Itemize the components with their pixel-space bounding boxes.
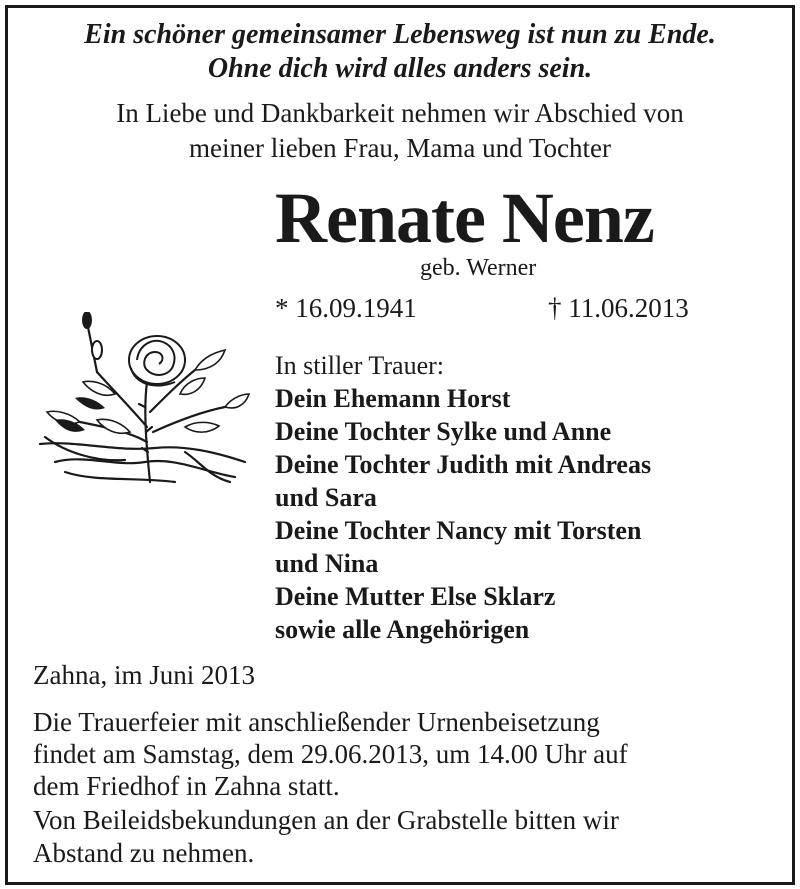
motto-line-1: Ein schöner gemeinsamer Lebensweg ist nun zu Ende. xyxy=(84,19,716,50)
place-date: Zahna, im Juni 2013 xyxy=(33,660,255,690)
mourner-line: und Nina xyxy=(275,549,379,578)
service-line: dem Friedhof in Zahna statt. xyxy=(33,771,340,801)
death-date: † 11.06.2013 xyxy=(548,293,689,323)
deceased-name: Renate Nenz xyxy=(275,178,654,258)
intro-line-2: meiner lieben Frau, Mama und Tochter xyxy=(189,133,611,163)
mourner-line: Deine Mutter Else Sklarz xyxy=(275,582,556,611)
motto-line-2: Ohne dich wird alles anders sein. xyxy=(207,53,593,84)
rose-icon xyxy=(35,312,250,497)
maiden-name: geb. Werner xyxy=(420,255,537,281)
mourner-line: sowie alle Angehörigen xyxy=(275,615,530,644)
service-line: Von Beileidsbekundungen an der Grabstelle bitten wir xyxy=(33,805,619,835)
mourner-line: Deine Tochter Judith mit Andreas xyxy=(275,450,652,479)
service-line: Abstand zu nehmen. xyxy=(33,838,255,868)
birth-date: * 16.09.1941 xyxy=(275,293,417,323)
intro-line-1: In Liebe und Dankbarkeit nehmen wir Abschied von xyxy=(116,98,684,128)
mourner-line: Dein Ehemann Horst xyxy=(275,384,511,413)
service-line: Die Trauerfeier mit anschließender Urnenbeisetzung xyxy=(33,707,600,737)
mourner-line: Deine Tochter Nancy mit Torsten xyxy=(275,516,642,545)
mourner-line: Deine Tochter Sylke und Anne xyxy=(275,417,612,446)
mourners-heading: In stiller Trauer: xyxy=(275,351,444,380)
mourner-line: und Sara xyxy=(275,483,377,512)
service-line: findet am Samstag, dem 29.06.2013, um 14.00 Uhr auf xyxy=(33,739,628,769)
